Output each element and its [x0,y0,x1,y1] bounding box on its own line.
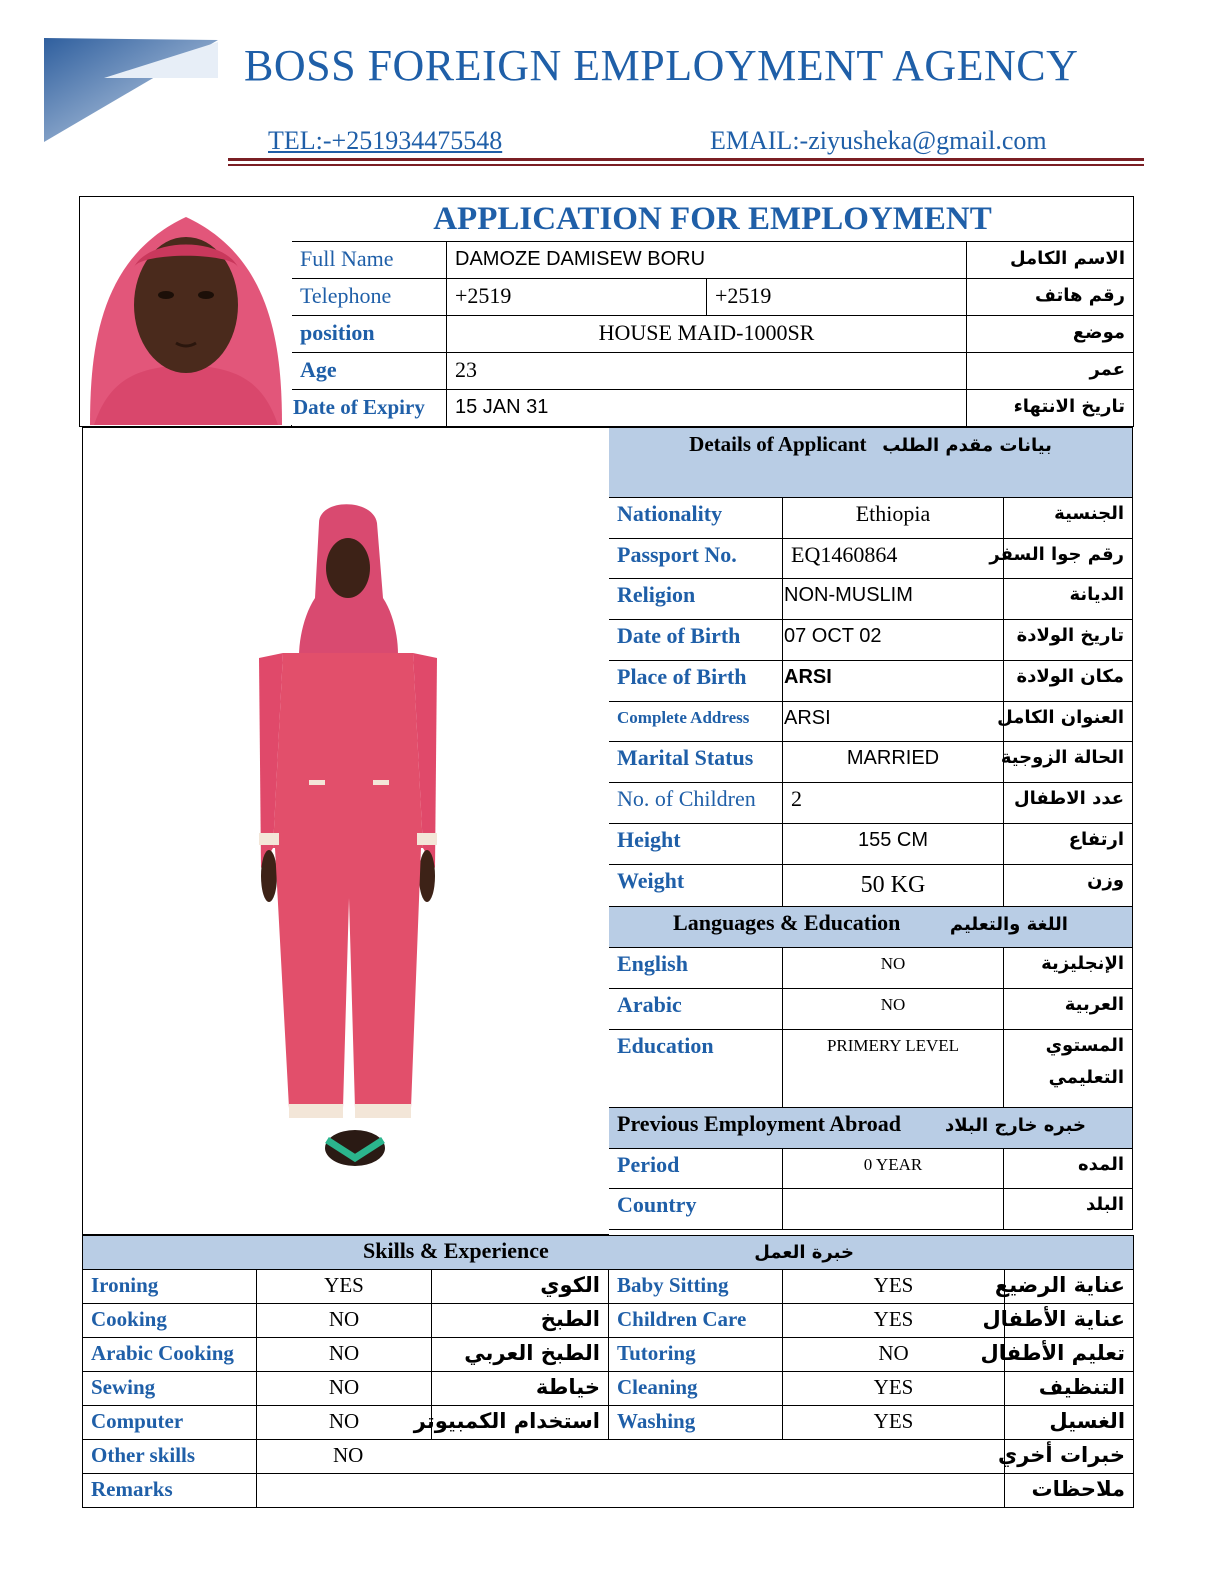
form-title: APPLICATION FOR EMPLOYMENT [292,197,1134,242]
skill-babysitting-ar: عناية الرضيع [1005,1270,1134,1304]
other-skills-ar: خبرات أخري [1005,1440,1134,1474]
position-value: HOUSE MAID-1000SR [447,316,967,353]
address-label-ar: العنوان الكامل [1004,701,1133,742]
period-label: Period [609,1148,783,1189]
languages-header-ar: اللغة والتعليم [949,914,1068,936]
languages-header-en: Languages & Education [673,910,901,936]
telephone-label-ar: رقم هاتف [967,279,1134,316]
details-header-ar: بيانات مقدم الطلب [882,435,1052,456]
dob-label-ar: تاريخ الولادة [1004,620,1133,661]
nationality-value: Ethiopia [783,497,1004,538]
english-label: English [609,948,783,989]
telephone-value-2: +2519 [707,279,967,316]
skill-babysitting-label: Baby Sitting [609,1270,783,1304]
agency-logo [44,38,218,142]
passport-value: EQ1460864 [783,538,1004,579]
previous-header [609,1107,1133,1148]
expiry-label: Date of Expiry [292,390,447,427]
full-name-label: Full Name [292,242,447,279]
skill-cleaning-label: Cleaning [609,1372,783,1406]
education-label: Education [609,1029,783,1107]
education-value: PRIMERY LEVEL [783,1029,1004,1107]
skill-childcare-value: YES [783,1304,1005,1338]
remarks-value [257,1474,1005,1508]
skill-cleaning-ar: التنظيف [1005,1372,1134,1406]
skill-childcare-label: Children Care [609,1304,783,1338]
expiry-value: 15 JAN 31 [447,390,967,427]
languages-header [609,907,1133,948]
spacer [609,1230,1133,1235]
skill-sewing-value: NO [257,1372,432,1406]
dob-value: 07 OCT 02 [783,620,1004,661]
religion-label: Religion [609,579,783,620]
passport-label-ar: رقم جوا السفر [1004,538,1133,579]
skill-cleaning-value: YES [783,1372,1005,1406]
skill-cooking-label: Cooking [83,1304,257,1338]
height-label: Height [609,823,783,864]
skill-cooking-value: NO [257,1304,432,1338]
nationality-label: Nationality [609,497,783,538]
weight-label: Weight [609,864,783,907]
religion-value: NON-MUSLIM [783,579,1004,620]
marital-value: MARRIED [783,742,1004,783]
position-label: position [292,316,447,353]
arabic-label: Arabic [609,988,783,1029]
weight-value: 50 KG [783,864,1004,907]
remarks-ar: ملاحظات [1005,1474,1134,1508]
country-value [783,1189,1004,1230]
portrait-photo [80,197,292,427]
company-name: BOSS FOREIGN EMPLOYMENT AGENCY [244,41,1079,90]
full-name-label-ar: الاسم الكامل [967,242,1134,279]
country-label: Country [609,1189,783,1230]
details-header-en: Details of Applicant [689,432,867,456]
full-name-value: DAMOZE DAMISEW BORU [447,242,967,279]
skills-header [83,1236,1134,1270]
skill-ironing-value: YES [257,1270,432,1304]
header-divider [228,158,1144,161]
nationality-label-ar: الجنسية [1004,497,1133,538]
weight-label-ar: وزن [1004,864,1133,907]
arabic-value: NO [783,988,1004,1029]
skill-washing-ar: الغسيل [1005,1406,1134,1440]
children-label-ar: عدد الاطفال [1004,783,1133,824]
address-label: Complete Address [609,701,783,742]
skill-tutoring-label: Tutoring [609,1338,783,1372]
full-body-photo [83,428,609,1235]
skill-ironing-ar: الكوي [432,1270,609,1304]
age-value: 23 [447,353,967,390]
address-value: ARSI [783,701,1004,742]
english-value: NO [783,948,1004,989]
other-skills-label: Other skills [83,1440,257,1474]
previous-header-en: Previous Employment Abroad [617,1110,901,1136]
age-label: Age [292,353,447,390]
skill-babysitting-value: YES [783,1270,1005,1304]
remarks-label: Remarks [83,1474,257,1508]
height-value: 155 CM [783,823,1004,864]
skill-computer-value: NO [257,1406,432,1440]
arabic-label-ar: العربية [1004,988,1133,1029]
children-label: No. of Children [609,783,783,824]
pob-label-ar: مكان الولادة [1004,660,1133,701]
skill-cooking-ar: الطبخ [432,1304,609,1338]
skill-washing-value: YES [783,1406,1005,1440]
details-table [82,427,1133,1235]
skills-header-ar: خبرة العمل [754,1242,854,1263]
pob-label: Place of Birth [609,660,783,701]
telephone-value-1: +2519 [447,279,707,316]
other-skills-value: NO [257,1440,1005,1474]
skill-tutoring-value: NO [783,1338,1005,1372]
period-value: 0 YEAR [783,1148,1004,1189]
telephone-link[interactable]: TEL:-+251934475548 [268,126,503,155]
dob-label: Date of Birth [609,620,783,661]
details-header [609,428,1133,498]
pob-value: ARSI [783,660,1004,701]
position-label-ar: موضع [967,316,1134,353]
expiry-label-ar: تاريخ الانتهاء [967,390,1134,427]
skill-childcare-ar: عناية الأطفال [1005,1304,1134,1338]
skill-sewing-ar: خياطة [432,1372,609,1406]
skill-ironing-label: Ironing [83,1270,257,1304]
header-divider-thin [228,164,1144,166]
marital-label: Marital Status [609,742,783,783]
children-value: 2 [783,783,1004,824]
skill-arabic-cooking-value: NO [257,1338,432,1372]
skill-computer-label: Computer [83,1406,257,1440]
height-label-ar: ارتفاع [1004,823,1133,864]
email-text: EMAIL:-ziyusheka@gmail.com [710,126,1047,155]
skill-computer-ar: استخدام الكمبيوتر [432,1406,609,1440]
marital-label-ar: الحالة الزوجية [1004,742,1133,783]
telephone-label: Telephone [292,279,447,316]
skills-header-en: Skills & Experience [363,1238,549,1263]
education-label-ar: المستوي التعليمي [1004,1029,1133,1107]
period-label-ar: المده [1004,1148,1133,1189]
skill-arabic-cooking-ar: الطبخ العربي [432,1338,609,1372]
country-label-ar: البلد [1004,1189,1133,1230]
age-label-ar: عمر [967,353,1134,390]
skill-sewing-label: Sewing [83,1372,257,1406]
religion-label-ar: الديانة [1004,579,1133,620]
skill-washing-label: Washing [609,1406,783,1440]
previous-header-ar: خبره خارج البلاد [945,1114,1086,1136]
skill-arabic-cooking-label: Arabic Cooking [83,1338,257,1372]
skill-tutoring-ar: تعليم الأطفال [1005,1338,1134,1372]
basic-info-table [79,196,1134,427]
english-label-ar: الإنجليزية [1004,948,1133,989]
skills-table [82,1235,1134,1508]
passport-label: Passport No. [609,538,783,579]
